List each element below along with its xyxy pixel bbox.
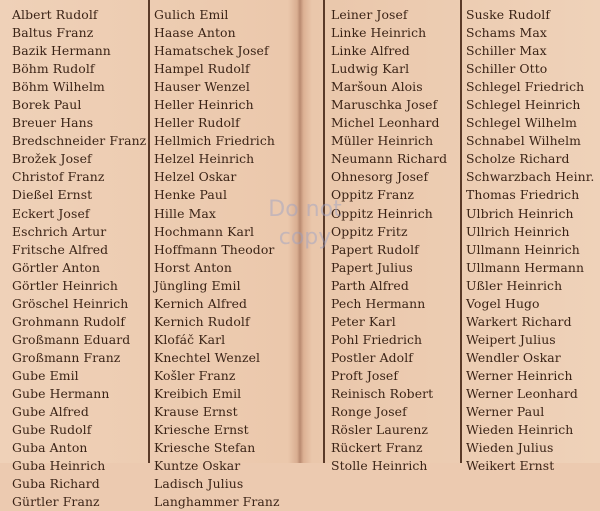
name-entry: Hochmann Karl: [154, 223, 255, 239]
name-entry: Guba Richard: [12, 476, 100, 492]
name-entry: Wieden Julius: [466, 440, 554, 456]
name-entry: Gürtler Franz: [12, 494, 100, 510]
name-entry: Hellmich Friedrich: [154, 133, 275, 149]
name-entry: Werner Paul: [466, 404, 545, 420]
name-entry: Schiller Max: [466, 43, 547, 59]
name-entry: Müller Heinrich: [331, 133, 434, 149]
name-entry: Oppitz Franz: [331, 187, 415, 203]
name-entry: Pohl Friedrich: [331, 331, 423, 347]
name-entry: Borek Paul: [12, 97, 82, 113]
right-page: [300, 0, 600, 474]
name-entry: Werner Leonhard: [466, 385, 578, 401]
name-entry: Schnabel Wilhelm: [466, 133, 582, 149]
name-entry: Heller Rudolf: [154, 115, 240, 131]
name-entry: Helzel Oskar: [154, 169, 237, 185]
name-entry: Linke Heinrich: [331, 25, 427, 41]
name-entry: Maršoun Alois: [331, 79, 423, 95]
name-entry: Bazik Hermann: [12, 43, 111, 59]
name-entry: Hamatschek Josef: [154, 43, 269, 59]
name-entry: Pech Hermann: [331, 295, 426, 311]
name-entry: Kriesche Stefan: [154, 440, 256, 456]
name-entry: Gube Alfred: [12, 404, 89, 420]
name-entry: Wendler Oskar: [466, 349, 561, 365]
name-entry: Albert Rudolf: [12, 7, 98, 22]
name-entry: Oppitz Fritz: [331, 223, 408, 239]
name-entry: Oppitz Heinrich: [331, 205, 433, 221]
name-entry: Helzel Heinrich: [154, 151, 255, 167]
left-page: [0, 0, 300, 510]
name-entry: Peter Karl: [331, 313, 396, 329]
name-entry: Böhm Wilhelm: [12, 79, 105, 95]
name-entry: Leiner Josef: [331, 7, 408, 22]
name-entry: Ladisch Julius: [154, 476, 244, 492]
name-entry: Hille Max: [154, 205, 216, 221]
name-entry: Ohnesorg Josef: [331, 169, 429, 185]
name-entry: Görtler Heinrich: [12, 277, 118, 293]
name-entry: Klofáč Karl: [154, 331, 226, 347]
name-entry: Proft Josef: [331, 367, 399, 383]
name-entry: Michel Leonhard: [331, 115, 440, 131]
name-entry: Košler Franz: [154, 367, 236, 383]
name-entry: Weipert Julius: [466, 331, 556, 347]
name-entry: Schams Max: [466, 25, 547, 41]
name-entry: Ronge Josef: [331, 404, 407, 420]
name-entry: Kreibich Emil: [154, 385, 242, 401]
name-entry: Schwarzbach Heinr.: [466, 169, 595, 185]
name-entry: Dießel Ernst: [12, 187, 93, 203]
name-entry: Hampel Rudolf: [154, 61, 250, 77]
name-entry: Kuntze Oskar: [154, 458, 241, 474]
name-column-2: [154, 6, 280, 511]
name-entry: Schlegel Heinrich: [466, 97, 581, 113]
name-entry: Ludwig Karl: [331, 61, 410, 77]
name-entry: Maruschka Josef: [331, 97, 438, 113]
name-entry: Horst Anton: [154, 259, 232, 275]
column-divider: [460, 0, 462, 463]
name-entry: Haase Anton: [154, 25, 236, 41]
name-entry: Thomas Friedrich: [466, 187, 580, 203]
name-entry: Kriesche Ernst: [154, 422, 249, 438]
name-entry: Görtler Anton: [12, 259, 101, 275]
name-entry: Eckert Josef: [12, 205, 90, 221]
watermark-line-2: copy: [278, 225, 332, 250]
name-column-4: [466, 6, 594, 475]
name-entry: Schiller Otto: [466, 61, 548, 77]
name-entry: Wieden Heinrich: [466, 422, 574, 438]
name-entry: Kernich Rudolf: [154, 313, 250, 329]
name-entry: Neumann Richard: [331, 151, 448, 167]
name-entry: Gröschel Heinrich: [12, 295, 129, 311]
name-entry: Großmann Franz: [12, 349, 121, 365]
name-entry: Warkert Richard: [466, 313, 572, 329]
name-entry: Parth Alfred: [331, 277, 409, 293]
name-entry: Rösler Laurenz: [331, 422, 429, 438]
name-entry: Böhm Rudolf: [12, 61, 95, 77]
name-entry: Schlegel Friedrich: [466, 79, 585, 95]
name-entry: Grohmann Rudolf: [12, 313, 126, 329]
name-entry: Papert Rudolf: [331, 241, 419, 257]
name-entry: Suske Rudolf: [466, 7, 551, 22]
name-entry: Postler Adolf: [331, 349, 413, 365]
name-entry: Gube Rudolf: [12, 422, 92, 438]
name-entry: Scholze Richard: [466, 151, 570, 167]
name-entry: Ullmann Heinrich: [466, 241, 580, 257]
name-entry: Ullmann Hermann: [466, 259, 585, 275]
name-entry: Rückert Franz: [331, 440, 423, 456]
name-entry: Stolle Heinrich: [331, 458, 428, 474]
watermark-line-1: Do not: [268, 197, 342, 222]
name-entry: Hoffmann Theodor: [154, 241, 275, 257]
name-entry: Ulbrich Heinrich: [466, 205, 574, 221]
name-entry: Reinisch Robert: [331, 385, 434, 401]
name-entry: Gube Emil: [12, 367, 79, 383]
name-entry: Linke Alfred: [331, 43, 410, 59]
name-entry: Gulich Emil: [154, 7, 229, 22]
name-entry: Krause Ernst: [154, 404, 238, 420]
name-entry: Großmann Eduard: [12, 331, 131, 347]
name-entry: Ußler Heinrich: [466, 277, 563, 293]
name-entry: Bredschneider Franz: [12, 133, 147, 149]
name-column-1: [12, 6, 146, 511]
name-entry: Brožek Josef: [12, 151, 92, 167]
name-entry: Breuer Hans: [12, 115, 94, 131]
name-entry: Jüngling Emil: [154, 277, 241, 293]
name-entry: Hauser Wenzel: [154, 79, 250, 95]
name-entry: Ullrich Heinrich: [466, 223, 570, 239]
name-entry: Schlegel Wilhelm: [466, 115, 577, 131]
name-entry: Christof Franz: [12, 169, 105, 185]
name-entry: Baltus Franz: [12, 25, 94, 41]
name-entry: Eschrich Artur: [12, 223, 107, 239]
column-divider: [148, 0, 150, 463]
name-entry: Guba Heinrich: [12, 458, 106, 474]
name-entry: Weikert Ernst: [466, 458, 555, 474]
name-entry: Fritsche Alfred: [12, 241, 109, 257]
name-entry: Heller Heinrich: [154, 97, 254, 113]
name-column-3: [331, 6, 447, 475]
name-entry: Gube Hermann: [12, 385, 110, 401]
name-entry: Kernich Alfred: [154, 295, 248, 311]
name-entry: Vogel Hugo: [466, 295, 540, 311]
name-entry: Papert Julius: [331, 259, 413, 275]
name-entry: Henke Paul: [154, 187, 228, 203]
name-entry: Werner Heinrich: [466, 367, 573, 383]
name-entry: Knechtel Wenzel: [154, 349, 261, 365]
column-divider: [323, 0, 325, 463]
name-entry: Guba Anton: [12, 440, 88, 456]
name-entry: Langhammer Franz: [154, 494, 280, 510]
